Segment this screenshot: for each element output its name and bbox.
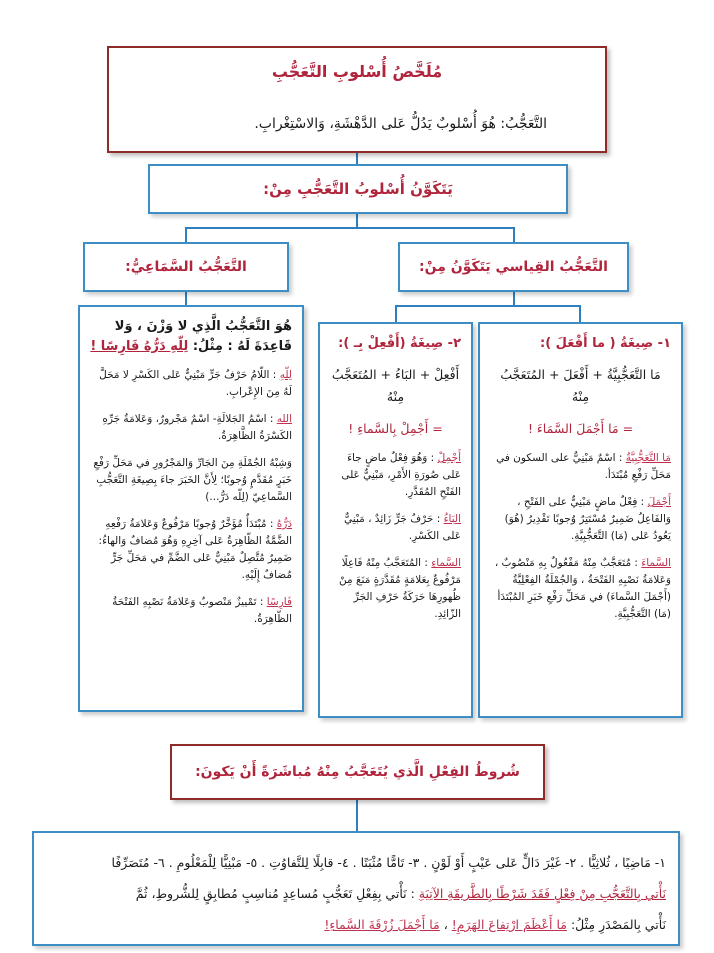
form1-item: أَجْمَلَ : فِعْلٌ ماضٍ مَبْنِيٌّ على الفَتْحِ ، وَالفَاعِلُ ضَمِيرٌ مُسْتَتِرٌ وُجوبًا تَقْدِيرُ (هُوَ) يَعُودُ عَلى (مَا) التَّعَجُّبِيَّةِ. <box>504 496 671 542</box>
form1-box <box>478 322 683 718</box>
connector-conditions <box>356 800 358 831</box>
components-heading: يَتَكَوَّنُ أُسْلوبُ التَّعَجُّبِ مِنْ: <box>263 180 453 198</box>
conditions-line-1: ١- مَاضِيًا ، ثُلاثِيًّا . ٢- غَيْرَ دَالٍّ عَلى عَيْبٍ أَوْ لَوْنٍ . ٣- تَامًّا مُثْبَتًا . ٤- قابِلًا لِلتَّفاوُتِ . ٥- مَبْنِيًّا لِلْمَعْلُومِ . ٦- مُتَصَرِّفًا <box>111 855 666 870</box>
definition-text: التَّعَجُّبُ: هُوَ أُسْلوبٌ يَدُلُّ عَلى الدَّهْشَةِ، وَالاسْتِغْرابِ. <box>254 116 547 132</box>
form1-example: = مَا أَجْمَلَ السَّمَاءَ ! <box>527 421 634 436</box>
qiyasi-heading: التَّعَجُّبُ القِياسي يَتَكَوَّنُ مِنْ: <box>398 242 629 292</box>
samai-intro: هُوَ التَّعَجُّبُ الَّذِي لا وَزْنَ ، وَلا قَاعِدَةَ لَهُ : مِثْلُ: لِلّهِ دَرُّهُ فَارِسًا ! <box>90 319 292 354</box>
samai-item: وَشِبْهُ الجُمْلَةِ مِنَ الجَارِّ وَالمَجْرُورِ في مَحَلِّ رَفْعِ خَبَرٍ مُقَدَّمٍ وُجوبًا؛ لِأَنَّ الخَبَرَ جاءَ بِصِيغَةِ التَّعَجُّبِ السَّماعِيّ (لِلّه دَرُّ...) <box>93 457 292 503</box>
conditions-line-2: نَأْتي بِالتَّعَجُّبِ مِنْ فِعْلٍ فَقَدَ شَرْطًا بِالطَّريقَةِ الآتِيَةِ : نَأْتي بِفِعْلِ تَعَجُّبٍ مُساعِدٍ مُناسِبٍ مُطابِقٍ لِلشُّروطِ، ثُمَّ <box>135 886 666 901</box>
samai-example: لِلّهِ دَرُّهُ فَارِسًا ! <box>90 339 189 354</box>
form1-item: مَا التَّعَجُّبِيَّةُ : اسْمٌ مَبْنِيٌّ على السكون في مَحَلِّ رَفْعِ مُبْتَدَأ. <box>496 452 671 481</box>
connector-to-form2 <box>395 305 397 322</box>
connector-horizontal-branch <box>185 227 515 229</box>
conditions-line-3: نَأْتي بِالمَصْدَرِ مِثْلُ: مَا أَعْظَمَ ارْتِفاعَ الهَرَمِ! ، مَا أَجْمَلَ زُرْقَةَ السَّماءِ! <box>324 917 666 932</box>
form2-formula: أَفْعِلْ + البَاءُ + المُتَعَجَّبُ مِنْهُ <box>331 367 460 404</box>
conditions-example-1: مَا أَعْظَمَ ارْتِفاعَ الهَرَمِ! <box>451 917 567 932</box>
connector-to-qiyasi <box>513 227 515 242</box>
form2-item: البَاءُ : حَرْفُ جَرٍّ زَائِدٌ ، مَبْنِيٌّ عَلى الكَسْرِ. <box>344 513 461 542</box>
samai-item: فَارِسًا : تَمْييزٌ مَنْصوبٌ وَعَلامَةُ نَصْبِهِ الفَتْحَةُ الظّاهِرَةُ. <box>112 596 292 625</box>
conditions-example-2: مَا أَجْمَلَ زُرْقَةَ السَّماءِ! <box>324 917 440 932</box>
connector-to-form1 <box>579 305 581 322</box>
components-box <box>148 164 568 214</box>
connector-samai-content <box>185 292 187 305</box>
title-box <box>107 46 607 153</box>
samai-item: دَرُّهُ : مُبْتَدَأٌ مُؤَخَّرٌ وُجوبًا مَرْفُوعٌ وَعَلامَةُ رَفْعِهِ الضَّمَّةُ الظّاهِرَةُ عَلى آخِرِهِ وَهُوَ مُضافٌ وَالهاءُ: ضَمِيرٌ مُتَّصِلٌ مَبْنِيٌّ عَلى الضَّمِّ في مَحَلِّ جَرٍّ مُضافٌ إِلَيْهِ. <box>98 518 292 581</box>
connector-to-samai <box>185 227 187 242</box>
form1-item: السَّماءَ : مُتَعَجَّبٌ مِنْهُ مَفْعُولٌ بِهِ مَنْصُوبٌ ، وَعَلامَةُ نَصْبِهِ الفَتْحَةُ ، وَالجُمْلَةُ الفِعْلِيَّةُ (أَجْمَلَ السَّماءَ) في مَحَلِّ رَفْعِ خَبَرِ المُبْتَدَأ (مَا) التَّعَجُّبِيَّةِ. <box>494 557 671 620</box>
connector-components-branch <box>356 214 358 228</box>
samai-item: الله : اسْمُ الجَلالَةِ- اسْمٌ مَجْرورٌ، وَعَلامَةُ جَرِّهِ الكَسْرَةُ الظَّاهِرَةُ. <box>102 413 292 442</box>
connector-qiyasi-horizontal <box>395 305 581 307</box>
form1-formula: مَا التَّعَجُّبِيَّةُ + أَفْعَلَ + المُتَعَجَّبُ مِنْهُ <box>500 367 661 404</box>
page-title: مُلَخَّصُ أُسْلوبِ التَّعَجُّبِ <box>271 62 443 81</box>
form2-box <box>318 322 473 718</box>
connector-title-components <box>356 153 358 164</box>
form1-title: ١- صِيغَةُ ( ما أَفْعَلَ ): <box>540 336 671 351</box>
connector-qiyasi-split <box>513 292 515 306</box>
samai-item: لِلّهِ : اللّامُ حَرْفُ جَرٍّ مَبْنِيٌّ عَلى الكَسْرِ لا مَحَلَّ لَهُ مِنَ الإِعْرابِ. <box>99 369 292 398</box>
conditions-content <box>32 831 680 946</box>
conditions-box <box>170 744 545 800</box>
form2-title: ٢- صِيغَةُ (أَفْعِلْ بِـ ): <box>338 336 461 351</box>
conditions-heading: شُروطُ الفِعْلِ الَّذي يُتَعَجَّبُ مِنْهُ مُباشَرَةً أَنْ يَكونَ: <box>195 764 520 780</box>
samai-box <box>78 305 304 712</box>
form2-item: السَّماءِ : المُتَعَجَّبُ مِنْهُ فَاعِلًا مَرْفُوعٌ بِعَلامَةٍ مُقَدَّرَةٍ مَنَعَ مِنْ ظُهورِهَا حَرَكَةُ حَرْفِ الجَرِّ الزّائِدِ. <box>338 557 461 620</box>
form2-example: = أَجْمِلْ بِالسَّماءِ ! <box>348 421 443 436</box>
samai-heading: التَّعَجُّبُ السَّمَاعِيُّ: <box>83 242 289 292</box>
form2-item: أَجْمِلْ : وَهُوَ فِعْلٌ ماضٍ جاءَ عَلى صُورَةِ الأَمْرِ، مَبْنِيٌّ عَلى الفَتْحِ المُقَدَّرِ. <box>341 452 461 498</box>
